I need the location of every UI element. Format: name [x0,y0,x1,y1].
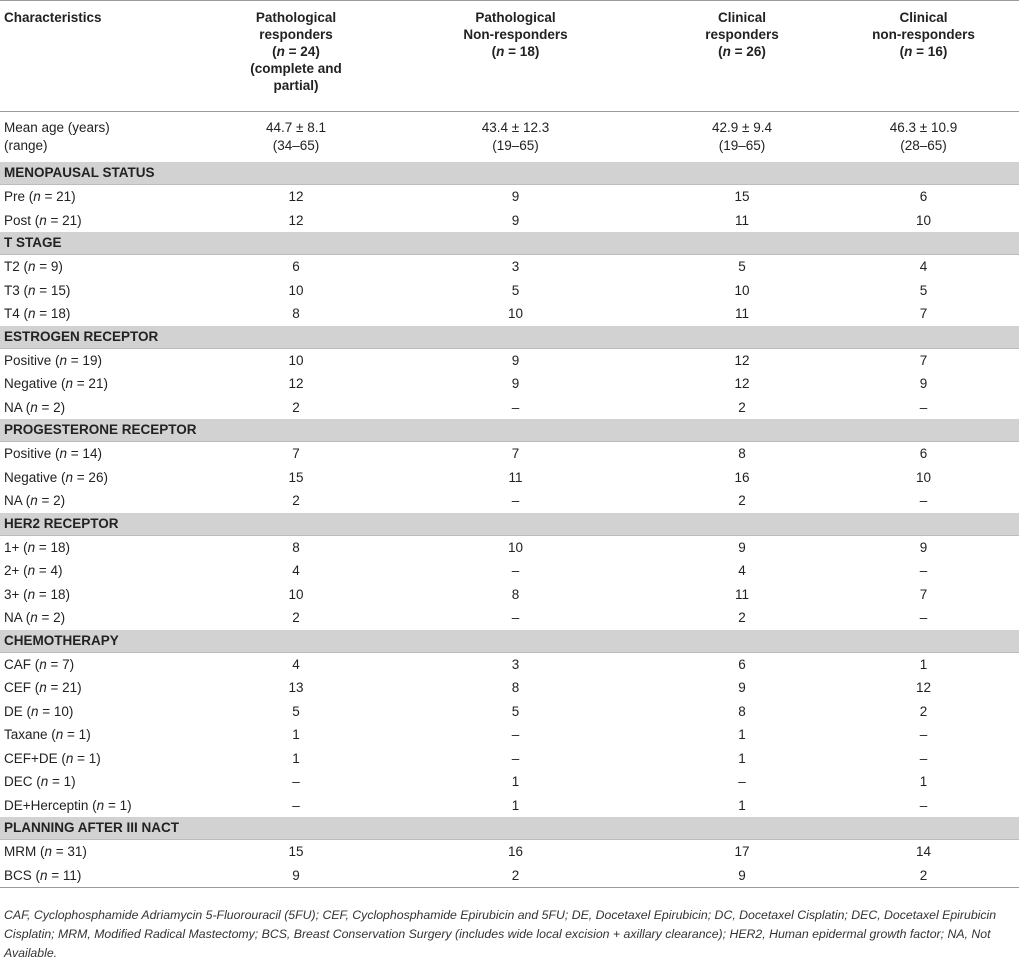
text-line: Mean age (years) [4,120,110,135]
table-row [0,840,1019,864]
row-label: 2+ (n = 4) [4,563,63,578]
text-line: Clinical [717,10,766,25]
row-label: CAF (n = 7) [4,656,75,672]
row-label: Negative (n = 21) [4,376,108,391]
cell-value: 1 [738,727,746,742]
table-row [0,864,1019,888]
cell-value: 1 [919,656,928,672]
cell-value: 7 [919,306,928,321]
cell-value: 9 [511,352,520,368]
table-row [0,700,1019,724]
text-line: (28–65) [900,138,947,153]
cell-value: 8 [292,306,300,321]
cell-value: 8 [292,539,300,555]
cell-value: 1 [919,774,928,789]
cell-value: 11 [734,212,749,228]
cell-value: 12 [734,352,750,368]
cell-value: – [919,750,928,766]
cell-value: 3 [511,259,520,274]
cell-value: 6 [292,259,300,274]
text-line: (34–65) [272,138,320,153]
row-label: 3+ (n = 18) [4,586,71,602]
header-characteristics: Characteristics [0,1,217,112]
row-label: T3 (n = 15) [4,282,71,298]
cell-value: 9 [656,864,828,888]
text-line: partial) [273,78,319,93]
table-row [0,723,1019,747]
cell-value: – [511,399,520,415]
cell-value: – [511,493,520,508]
row-label: MRM (n = 31) [4,844,87,859]
cell-value: 7 [511,446,520,461]
cell-value: 4 [738,563,746,578]
cell-value: 4 [919,259,928,274]
text-line: (complete and [250,61,342,76]
table-row [0,559,1019,583]
text-line: Clinical [899,10,948,25]
section-title: PLANNING AFTER III NACT [0,817,1019,840]
table-row [0,489,1019,513]
section-header-row [0,326,1019,349]
cell-value: 8 [738,703,746,719]
text-line: responders [705,27,779,42]
cell-value [828,112,1019,163]
table-row [0,302,1019,326]
cell-value: – [292,774,300,789]
section-header-row [0,162,1019,185]
cell-value: 13 [288,680,304,695]
cell-value: 6 [738,656,746,672]
table-row [0,255,1019,279]
cell-value: 1 [292,750,300,766]
cell-value: – [919,727,928,742]
cell-value: 2 [919,703,928,719]
row-label: DE (n = 10) [4,703,74,719]
table-row [0,583,1019,607]
cell-value: 15 [734,189,750,204]
cell-value: 12 [288,212,304,228]
cell-value: 6 [919,446,928,461]
table-row [0,185,1019,209]
cell-value [217,112,375,163]
table-row [0,279,1019,303]
cell-value: 2 [738,610,746,625]
cell-value: 12 [288,376,304,391]
cell-value: 1 [738,797,746,813]
row-label: CEF+DE (n = 1) [4,750,101,766]
cell-value: 15 [288,469,304,485]
cell-value: 2 [375,864,656,888]
section-title: T STAGE [0,232,1019,255]
cell-value: 5 [738,259,746,274]
cell-value: – [738,774,746,789]
cell-value: – [511,727,520,742]
text-line: 46.3 ± 10.9 [889,120,958,135]
row-label: NA (n = 2) [4,610,66,625]
row-label: T4 (n = 18) [4,306,71,321]
cell-value: 17 [734,844,750,859]
text-line: (19–65) [718,138,766,153]
cell-value: 2 [292,399,300,415]
cell-value [375,112,656,163]
row-label: Negative (n = 26) [4,469,108,485]
cell-value: 2 [828,864,1019,888]
table-row [0,794,1019,818]
header-pathological-responders [217,1,375,112]
table-row [0,348,1019,372]
cell-value: 2 [292,610,300,625]
text-line: 42.9 ± 9.4 [712,120,772,135]
cell-value: 6 [919,189,928,204]
cell-value: 11 [508,469,523,485]
cell-value: 11 [734,306,749,321]
row-label: Positive (n = 14) [4,446,102,461]
row-label: NA (n = 2) [4,399,66,415]
header-clinical-responders [656,1,828,112]
text-line: (19–65) [492,138,539,153]
row-label: Taxane (n = 1) [4,727,91,742]
cell-value: – [919,797,928,813]
table-row [0,747,1019,771]
cell-value: 7 [919,352,928,368]
cell-value: 12 [288,189,304,204]
row-label: Post (n = 21) [4,212,82,228]
cell-value: – [292,797,300,813]
table-row [0,209,1019,233]
table-row [0,606,1019,630]
cell-value: – [511,563,520,578]
text-line: (n = 16) [899,44,948,59]
cell-value: 4 [292,656,300,672]
cell-value: 8 [738,446,746,461]
cell-value: 10 [734,282,750,298]
row-label: DE+Herceptin (n = 1) [4,797,132,813]
cell-value: 10 [507,306,524,321]
cell-value: 16 [507,844,524,859]
cell-value: 1 [511,797,520,813]
row-label: Pre (n = 21) [4,189,76,204]
section-title: ESTROGEN RECEPTOR [0,326,1019,349]
cell-value: 8 [511,680,520,695]
cell-value: 9 [919,539,928,555]
cell-value: – [919,563,928,578]
section-header-row [0,419,1019,442]
cell-value: 5 [511,282,520,298]
mean-age-row [0,112,1019,163]
cell-value: 7 [292,446,300,461]
text-line: Non-responders [463,27,568,42]
header-pathological-non-responders [375,1,656,112]
cell-value: 2 [738,399,746,415]
cell-value: 10 [507,539,524,555]
table-row [0,396,1019,420]
section-header-row [0,817,1019,840]
text-line: responders [259,27,333,42]
table-row [0,652,1019,676]
row-label: T2 (n = 9) [4,259,63,274]
cell-value: 5 [511,703,520,719]
cell-value: 9 [511,189,520,204]
cell-value: 9 [511,376,520,391]
table-row [0,466,1019,490]
row-label: DEC (n = 1) [4,774,76,789]
cell-value: 11 [734,586,749,602]
table-row [0,770,1019,794]
cell-value [656,112,828,163]
text-line: (n = 26) [718,44,766,59]
cell-value: 9 [919,376,928,391]
cell-value: 12 [915,680,932,695]
cell-value: 9 [738,680,746,695]
cell-value: 8 [511,586,520,602]
section-header-row [0,513,1019,536]
text-line: 44.7 ± 8.1 [266,120,326,135]
text-line: 43.4 ± 12.3 [481,120,550,135]
section-header-row [0,630,1019,653]
cell-value: 15 [288,844,304,859]
section-title: MENOPAUSAL STATUS [0,162,1019,185]
cell-value: 14 [915,844,932,859]
cell-value: – [511,610,520,625]
cell-value: 3 [511,656,520,672]
cell-value: 9 [217,864,375,888]
cell-value: – [919,610,928,625]
cell-value: 1 [511,774,520,789]
table-row [0,442,1019,466]
cell-value: 5 [919,282,928,298]
cell-value: 2 [292,493,300,508]
cell-value: 2 [738,493,746,508]
table-footnote: CAF, Cyclophosphamide Adriamycin 5-Fluorouracil (5FU); CEF, Cyclophosphamide Epirubicin and 5FU; DE, Docetaxel Epirubicin; DC, Docetaxel Cisplatin; DEC, Docetaxel Epirubicin Cisplatin; MRM, Modified Radical Mastectomy; BCS, Breast Conservation Surgery (includes wide local excision + axillary clearance); HER2, Human epidermal growth factor; NA, Not Available. [4,908,997,960]
cell-value: 16 [734,469,750,485]
cell-value: 9 [511,212,520,228]
row-label: BCS (n = 11) [0,864,217,888]
cell-value: 7 [919,586,928,602]
text-line: (range) [4,138,48,153]
text-line: non-responders [872,27,975,42]
row-label: 1+ (n = 18) [4,539,71,555]
section-title: CHEMOTHERAPY [0,630,1019,653]
table-row [0,535,1019,559]
row-label: Positive (n = 19) [4,352,102,368]
text-line: Pathological [475,10,556,25]
table-row [0,372,1019,396]
text-line: Pathological [255,10,337,25]
section-title: PROGESTERONE RECEPTOR [0,419,1019,442]
section-title: HER2 RECEPTOR [0,513,1019,536]
cell-value: 10 [288,586,304,602]
cell-value: 1 [292,727,300,742]
cell-value: 5 [292,703,300,719]
row-label [0,112,217,163]
cell-value: 10 [288,352,304,368]
cell-value: – [919,493,928,508]
text-line: (n = 18) [491,44,540,59]
text-line: (n = 24) [272,44,320,59]
table-row [0,676,1019,700]
cell-value: 1 [738,750,746,766]
row-label: NA (n = 2) [4,493,66,508]
cell-value: 10 [288,282,304,298]
cell-value: 10 [915,212,932,228]
row-label: CEF (n = 21) [4,680,82,695]
cell-value: 4 [292,563,300,578]
cell-value: 9 [738,539,746,555]
header-clinical-non-responders [828,1,1019,112]
cell-value: 12 [734,376,750,391]
cell-value: – [919,399,928,415]
header-row [0,1,1019,112]
table-body [0,112,1019,888]
cell-value: – [511,750,520,766]
section-header-row [0,232,1019,255]
cell-value: 10 [915,469,932,485]
